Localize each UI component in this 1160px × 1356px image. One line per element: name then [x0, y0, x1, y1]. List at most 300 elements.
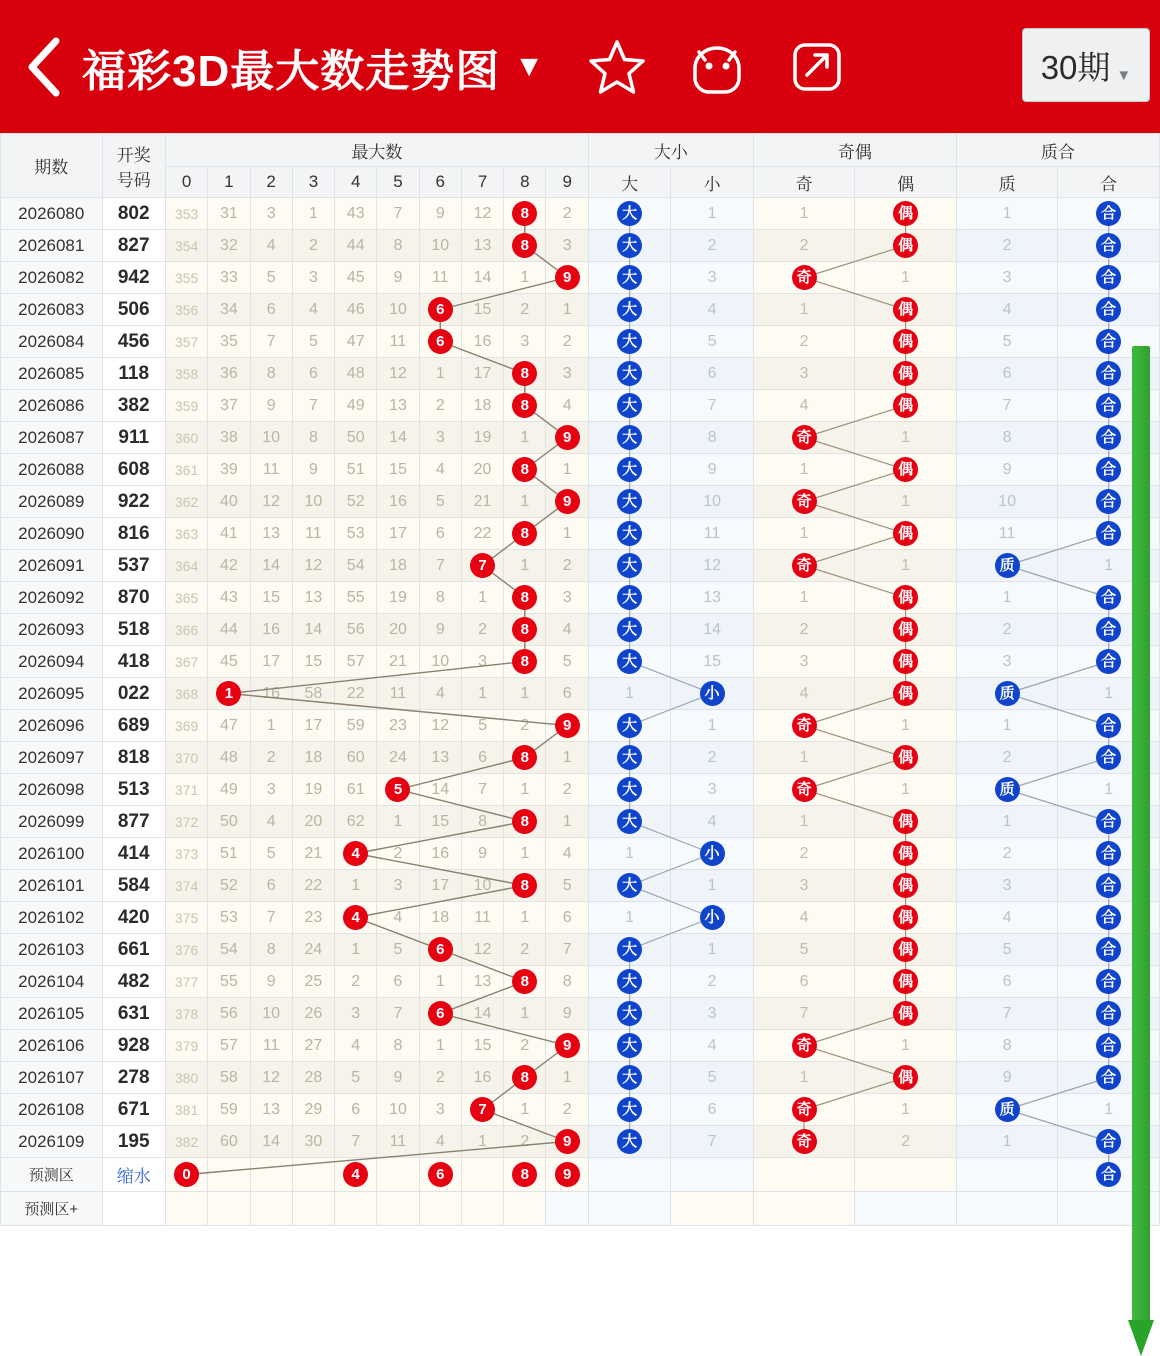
- cell-num-3: 12: [292, 550, 334, 582]
- cell-num-9: 1: [546, 518, 588, 550]
- trend-table-wrap: [0, 133, 1160, 1226]
- cell-num-6: 4: [419, 454, 461, 486]
- jiou-ball: 奇: [792, 1097, 817, 1122]
- cell-row-index: 355: [165, 262, 207, 294]
- cell-jiou-0: 4: [753, 902, 855, 934]
- cell-num-7: 15: [461, 294, 503, 326]
- cell-row-index: 358: [165, 358, 207, 390]
- cell-num-3: 27: [292, 1030, 334, 1062]
- cell-num-1: 50: [208, 806, 250, 838]
- cell-daxiao-1: 12: [671, 550, 753, 582]
- cell-num-4: 4: [335, 1030, 377, 1062]
- cell-hit-4: [335, 902, 377, 934]
- scrollbar-track[interactable]: [1132, 346, 1150, 1321]
- title-dropdown-caret[interactable]: ▼: [514, 49, 544, 83]
- cell-num-1: 36: [208, 358, 250, 390]
- cell-hit-9: [546, 486, 588, 518]
- cell-num-5: 7: [377, 198, 419, 230]
- table-row[interactable]: [1, 358, 1160, 390]
- table-row[interactable]: [1, 262, 1160, 294]
- prediction-label: 预测区: [1, 1158, 103, 1192]
- cell-num-5: 12: [377, 358, 419, 390]
- cell-num-1: 54: [208, 934, 250, 966]
- cell-jiou-0: [753, 1030, 855, 1062]
- cell-jiou-1: [855, 838, 957, 870]
- prediction-ball[interactable]: 9: [555, 1162, 580, 1187]
- cell-daxiao-1: 7: [671, 1126, 753, 1158]
- app-header: [0, 0, 1160, 133]
- cell-jiou-1: 1: [855, 550, 957, 582]
- cell-num-5: 8: [377, 1030, 419, 1062]
- daxiao-ball: 大: [617, 777, 642, 802]
- table-row[interactable]: [1, 934, 1160, 966]
- header-num-9: 9: [546, 167, 588, 198]
- cell-hit-6: [419, 934, 461, 966]
- table-row[interactable]: [1, 742, 1160, 774]
- cell-num-2: 4: [250, 230, 292, 262]
- cell-num-2: 10: [250, 422, 292, 454]
- cell-num-3: 13: [292, 582, 334, 614]
- cell-num-4: 7: [335, 1126, 377, 1158]
- cell-hit-8: [504, 806, 546, 838]
- cell-zhihe-0: 4: [956, 902, 1058, 934]
- cell-num-5: 11: [377, 326, 419, 358]
- cell-num-6: 1: [419, 966, 461, 998]
- cell-kaijiang: 877: [102, 806, 165, 838]
- cell-row-index: 356: [165, 294, 207, 326]
- cell-num-7: 13: [461, 966, 503, 998]
- hit-ball: 8: [512, 521, 537, 546]
- cell-num-9: 9: [546, 998, 588, 1030]
- jiou-ball: 奇: [792, 1129, 817, 1154]
- cell-num-9: 6: [546, 678, 588, 710]
- table-row[interactable]: [1, 806, 1160, 838]
- cell-num-3: 1: [292, 198, 334, 230]
- cell-jiou-0: [753, 1094, 855, 1126]
- cell-jiou-1: 1: [855, 486, 957, 518]
- daxiao-ball: 大: [617, 969, 642, 994]
- cell-row-index: 359: [165, 390, 207, 422]
- prediction-plus-cell-8: [461, 1192, 503, 1226]
- cell-zhihe-1: [1058, 262, 1160, 294]
- header-zuidashu: 最大数: [165, 134, 588, 167]
- cell-num-5: 4: [377, 902, 419, 934]
- cell-jiou-0: 1: [753, 518, 855, 550]
- cell-jiou-1: [855, 998, 957, 1030]
- cell-hit-1: [208, 678, 250, 710]
- back-button[interactable]: [14, 32, 72, 102]
- prediction-cell-2[interactable]: [250, 1158, 292, 1192]
- cell-num-8: 1: [504, 774, 546, 806]
- cell-num-9: 4: [546, 838, 588, 870]
- cell-jiou-1: [855, 390, 957, 422]
- cell-num-1: 51: [208, 838, 250, 870]
- cell-daxiao-1: [671, 678, 753, 710]
- cell-num-8: 1: [504, 838, 546, 870]
- cell-num-1: 60: [208, 1126, 250, 1158]
- cell-row-index: 361: [165, 454, 207, 486]
- cell-num-9: 2: [546, 774, 588, 806]
- prediction-cell-3[interactable]: [292, 1158, 334, 1192]
- table-row[interactable]: [1, 1030, 1160, 1062]
- favorite-button[interactable]: [584, 34, 650, 100]
- zhihe-ball: 合: [1096, 1162, 1121, 1187]
- cell-num-1: 56: [208, 998, 250, 1030]
- zhihe-ball: 合: [1096, 1001, 1121, 1026]
- cell-qishu: 2026102: [1, 902, 103, 934]
- cell-num-7: 14: [461, 998, 503, 1030]
- hit-ball: 7: [470, 553, 495, 578]
- header-jo-偶: 偶: [855, 167, 957, 198]
- cell-hit-6: [419, 998, 461, 1030]
- cell-hit-8: [504, 358, 546, 390]
- prediction-cell-5[interactable]: [377, 1158, 419, 1192]
- period-selector[interactable]: [1022, 28, 1150, 102]
- zhihe-ball: 合: [1096, 809, 1121, 834]
- table-row[interactable]: [1, 838, 1160, 870]
- table-row[interactable]: [1, 390, 1160, 422]
- jiou-ball: 偶: [893, 1001, 918, 1026]
- cell-daxiao-1: 3: [671, 998, 753, 1030]
- prediction-cell-4[interactable]: [335, 1158, 377, 1192]
- cell-qishu: 2026086: [1, 390, 103, 422]
- cell-kaijiang: 518: [102, 614, 165, 646]
- cell-num-5: 5: [377, 934, 419, 966]
- prediction-cell-1[interactable]: [208, 1158, 250, 1192]
- cell-zhihe-0: 3: [956, 870, 1058, 902]
- cell-num-4: 51: [335, 454, 377, 486]
- cell-daxiao-0: [588, 646, 670, 678]
- table-row[interactable]: [1, 326, 1160, 358]
- cell-num-1: 58: [208, 1062, 250, 1094]
- cell-num-9: 7: [546, 934, 588, 966]
- cell-jiou-0: [753, 550, 855, 582]
- cell-num-7: 21: [461, 486, 503, 518]
- table-row[interactable]: [1, 518, 1160, 550]
- cell-num-7: 22: [461, 518, 503, 550]
- cell-jiou-1: [855, 742, 957, 774]
- cell-num-5: 20: [377, 614, 419, 646]
- cell-daxiao-1: 1: [671, 198, 753, 230]
- cell-num-6: 8: [419, 582, 461, 614]
- scroll-down-arrow-icon[interactable]: [1128, 1320, 1154, 1356]
- cell-num-2: 8: [250, 934, 292, 966]
- cell-num-2: 10: [250, 998, 292, 1030]
- cell-qishu: 2026108: [1, 1094, 103, 1126]
- daxiao-ball: 大: [617, 1001, 642, 1026]
- prediction-cell-9[interactable]: [546, 1158, 588, 1192]
- cell-kaijiang: 513: [102, 774, 165, 806]
- cell-qishu: 2026096: [1, 710, 103, 742]
- daxiao-ball: 大: [617, 521, 642, 546]
- cell-zhihe-0: 7: [956, 390, 1058, 422]
- cell-num-2: 8: [250, 358, 292, 390]
- cell-num-5: 15: [377, 454, 419, 486]
- cell-hit-8: [504, 870, 546, 902]
- zhihe-ball: 合: [1096, 649, 1121, 674]
- cell-num-2: 14: [250, 550, 292, 582]
- cell-zhihe-0: 9: [956, 454, 1058, 486]
- cell-jiou-1: 2: [855, 1126, 957, 1158]
- daxiao-ball: 大: [617, 361, 642, 386]
- cell-num-1: 31: [208, 198, 250, 230]
- cell-num-1: 52: [208, 870, 250, 902]
- cell-num-6: 15: [419, 806, 461, 838]
- cell-num-2: 2: [250, 742, 292, 774]
- cell-num-1: 39: [208, 454, 250, 486]
- cell-num-4: 57: [335, 646, 377, 678]
- cell-daxiao-0: [588, 774, 670, 806]
- cell-daxiao-0: [588, 742, 670, 774]
- cell-kaijiang: 278: [102, 1062, 165, 1094]
- zhihe-ball: 合: [1096, 489, 1121, 514]
- cell-num-9: 3: [546, 358, 588, 390]
- cell-jiou-0: 1: [753, 742, 855, 774]
- prediction-plus-cell-6: [377, 1192, 419, 1226]
- prediction-plus-row[interactable]: [1, 1192, 1160, 1226]
- table-row[interactable]: [1, 774, 1160, 806]
- header-icon-group: [584, 34, 850, 100]
- cell-num-4: 2: [335, 966, 377, 998]
- table-row[interactable]: [1, 294, 1160, 326]
- table-row[interactable]: [1, 1126, 1160, 1158]
- cell-jiou-1: 1: [855, 710, 957, 742]
- cell-num-8: 2: [504, 934, 546, 966]
- prediction-cell-7[interactable]: [461, 1158, 503, 1192]
- table-row[interactable]: [1, 902, 1160, 934]
- hit-ball: 1: [216, 681, 241, 706]
- cell-num-4: 1: [335, 870, 377, 902]
- prediction-cell-0[interactable]: [165, 1158, 207, 1192]
- cell-row-index: 353: [165, 198, 207, 230]
- prediction-ball[interactable]: 4: [343, 1162, 368, 1187]
- cell-num-1: 37: [208, 390, 250, 422]
- cell-zhihe-1: 1: [1058, 678, 1160, 710]
- cell-row-index: 368: [165, 678, 207, 710]
- prediction-row[interactable]: [1, 1158, 1160, 1192]
- header-daxiao: 大小: [588, 134, 753, 167]
- cell-hit-8: [504, 582, 546, 614]
- table-row[interactable]: [1, 870, 1160, 902]
- header-kaijiang: [102, 134, 165, 198]
- cell-kaijiang: 928: [102, 1030, 165, 1062]
- daxiao-ball: 大: [617, 937, 642, 962]
- cell-jiou-1: [855, 806, 957, 838]
- cell-qishu: 2026083: [1, 294, 103, 326]
- zhihe-ball: 合: [1096, 969, 1121, 994]
- header-zh-质: 质: [956, 167, 1058, 198]
- cell-kaijiang: 870: [102, 582, 165, 614]
- cell-jiou-1: [855, 678, 957, 710]
- assistant-button[interactable]: [684, 34, 750, 100]
- daxiao-ball: 小: [700, 905, 725, 930]
- table-row[interactable]: [1, 646, 1160, 678]
- cell-qishu: 2026088: [1, 454, 103, 486]
- cell-row-index: 354: [165, 230, 207, 262]
- table-row[interactable]: [1, 230, 1160, 262]
- cell-row-index: 375: [165, 902, 207, 934]
- cell-num-4: 59: [335, 710, 377, 742]
- hit-ball: 9: [555, 1129, 580, 1154]
- cell-row-index: 371: [165, 774, 207, 806]
- cell-daxiao-1: 3: [671, 774, 753, 806]
- cell-qishu: 2026100: [1, 838, 103, 870]
- zhihe-ball: 合: [1096, 393, 1121, 418]
- cell-num-6: 14: [419, 774, 461, 806]
- cell-num-9: 4: [546, 614, 588, 646]
- jiou-ball: 奇: [792, 265, 817, 290]
- cell-num-9: 6: [546, 902, 588, 934]
- table-body: [1, 198, 1160, 1226]
- hit-ball: 5: [385, 777, 410, 802]
- cell-num-4: 47: [335, 326, 377, 358]
- cell-num-9: 2: [546, 326, 588, 358]
- cell-num-6: 5: [419, 486, 461, 518]
- prediction-cell-6[interactable]: [419, 1158, 461, 1192]
- cell-zhihe-1: [1058, 294, 1160, 326]
- cell-num-5: 9: [377, 1062, 419, 1094]
- cell-row-index: 369: [165, 710, 207, 742]
- period-selector-value: 30期: [1040, 48, 1111, 86]
- cell-num-7: 6: [461, 742, 503, 774]
- cell-num-5: 24: [377, 742, 419, 774]
- zhihe-ball: 合: [1096, 713, 1121, 738]
- cell-num-2: 17: [250, 646, 292, 678]
- cell-jiou-1: [855, 870, 957, 902]
- cell-num-5: 21: [377, 646, 419, 678]
- cell-num-1: 35: [208, 326, 250, 358]
- cell-num-6: 13: [419, 742, 461, 774]
- cell-num-7: 17: [461, 358, 503, 390]
- zhihe-ball: 合: [1096, 457, 1121, 482]
- header-num-6: 6: [419, 167, 461, 198]
- cell-row-index: 357: [165, 326, 207, 358]
- cell-num-8: 2: [504, 710, 546, 742]
- cell-row-index: 374: [165, 870, 207, 902]
- daxiao-ball: 小: [700, 681, 725, 706]
- cell-num-1: 44: [208, 614, 250, 646]
- prediction-plus-cell-3: [250, 1192, 292, 1226]
- cell-kaijiang: 414: [102, 838, 165, 870]
- cell-num-6: 16: [419, 838, 461, 870]
- cell-num-3: 17: [292, 710, 334, 742]
- cell-num-2: 16: [250, 614, 292, 646]
- table-row[interactable]: [1, 710, 1160, 742]
- prediction-shrink-button[interactable]: 缩水: [102, 1158, 165, 1192]
- header-kaijiang-line1: 开奖: [116, 145, 151, 165]
- zhihe-ball: 合: [1096, 873, 1121, 898]
- cell-jiou-0: [753, 774, 855, 806]
- prediction-ball[interactable]: 8: [512, 1162, 537, 1187]
- hit-ball: 4: [343, 905, 368, 930]
- table-row[interactable]: [1, 422, 1160, 454]
- cell-daxiao-0: [588, 934, 670, 966]
- cell-num-5: 6: [377, 966, 419, 998]
- cell-zhihe-0: 6: [956, 966, 1058, 998]
- cell-jiou-0: [753, 486, 855, 518]
- cell-daxiao-1: 1: [671, 710, 753, 742]
- cell-num-4: 45: [335, 262, 377, 294]
- cell-num-4: 50: [335, 422, 377, 454]
- cell-kaijiang: 802: [102, 198, 165, 230]
- table-row[interactable]: [1, 678, 1160, 710]
- cell-num-3: 29: [292, 1094, 334, 1126]
- cell-num-6: 18: [419, 902, 461, 934]
- cell-kaijiang: 482: [102, 966, 165, 998]
- header-zh-合: 合: [1058, 167, 1160, 198]
- table-row[interactable]: [1, 582, 1160, 614]
- cell-num-2: 7: [250, 902, 292, 934]
- share-button[interactable]: [784, 34, 850, 100]
- jiou-ball: 偶: [893, 361, 918, 386]
- cell-qishu: 2026091: [1, 550, 103, 582]
- cell-zhihe-0: 1: [956, 806, 1058, 838]
- zhihe-ball: 合: [1096, 1065, 1121, 1090]
- table-row[interactable]: [1, 486, 1160, 518]
- cell-num-9: 3: [546, 582, 588, 614]
- cell-num-4: 53: [335, 518, 377, 550]
- table-row[interactable]: [1, 1062, 1160, 1094]
- cell-qishu: 2026104: [1, 966, 103, 998]
- cell-qishu: 2026101: [1, 870, 103, 902]
- header-dx-大: 大: [588, 167, 670, 198]
- prediction-ball[interactable]: 0: [174, 1162, 199, 1187]
- table-row[interactable]: [1, 998, 1160, 1030]
- table-row[interactable]: [1, 1094, 1160, 1126]
- cell-jiou-1: [855, 934, 957, 966]
- daxiao-ball: 大: [617, 1033, 642, 1058]
- header-num-2: 2: [250, 167, 292, 198]
- cell-jiou-1: [855, 646, 957, 678]
- star-icon: [587, 38, 647, 96]
- cell-num-3: 21: [292, 838, 334, 870]
- cell-zhihe-0: 5: [956, 326, 1058, 358]
- cell-num-3: 28: [292, 1062, 334, 1094]
- cell-num-4: 6: [335, 1094, 377, 1126]
- cell-daxiao-1: 5: [671, 326, 753, 358]
- cell-num-2: 11: [250, 1030, 292, 1062]
- table-row[interactable]: [1, 198, 1160, 230]
- zhihe-ball: 合: [1096, 1129, 1121, 1154]
- vertical-scroll-indicator[interactable]: [1128, 346, 1154, 1356]
- cell-num-4: 61: [335, 774, 377, 806]
- jiou-ball: 奇: [792, 777, 817, 802]
- prediction-cell-8[interactable]: [504, 1158, 546, 1192]
- table-row[interactable]: [1, 550, 1160, 582]
- cell-hit-9: [546, 1030, 588, 1062]
- cell-jiou-1: 1: [855, 1094, 957, 1126]
- cell-jiou-0: [753, 710, 855, 742]
- zhihe-ball: 合: [1096, 841, 1121, 866]
- zhihe-ball: 合: [1096, 745, 1121, 770]
- jiou-ball: 偶: [893, 233, 918, 258]
- cell-daxiao-0: [588, 262, 670, 294]
- cell-hit-8: [504, 454, 546, 486]
- cell-daxiao-1: 5: [671, 1062, 753, 1094]
- zhihe-ball: 合: [1096, 521, 1121, 546]
- table-row[interactable]: [1, 614, 1160, 646]
- cell-num-3: 30: [292, 1126, 334, 1158]
- table-row[interactable]: [1, 966, 1160, 998]
- prediction-ball[interactable]: 6: [428, 1162, 453, 1187]
- hit-ball: 8: [512, 969, 537, 994]
- cell-daxiao-1: 1: [671, 934, 753, 966]
- cell-qishu: 2026089: [1, 486, 103, 518]
- table-row[interactable]: [1, 454, 1160, 486]
- cell-num-2: 5: [250, 838, 292, 870]
- daxiao-ball: 大: [617, 329, 642, 354]
- cell-num-7: 15: [461, 1030, 503, 1062]
